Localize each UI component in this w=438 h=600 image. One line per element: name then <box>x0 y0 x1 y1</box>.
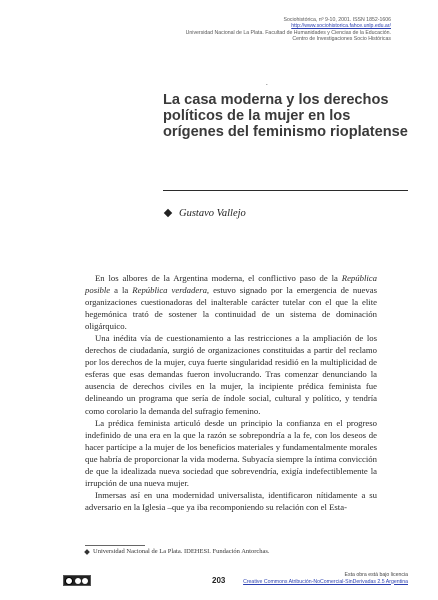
paragraph-2: Una inédita vía de cuestionamiento a las restricciones a la ampliación de los derechos de ciudadanía, surgió de organizaciones constituidas a partir del reclamo por los derechos de la mujer, cuya fuerte singularidad residió en la multiplicidad de esferas que esas demandas fueron involucrando. Tras comenzar denunciando la ausencia de derechos civiles en la mujer, la incipiente prédica feminista fue delineando un programa que sería de índole social, cultural y político, y tendría como corolario la demanda del sufragio femenino. <box>85 333 377 416</box>
paragraph-3: La prédica feminista articuló desde un principio la confianza en el progreso indefinido de una era en la que la razón se sobrepondría a la fe, con los deseos de hacer partícipe a la mujer de los beneficios materiales y fundamentalmente morales que habría de proporcionar la vida moderna. Subyacía siempre la íntima convicción de que la idealizada nueva sociedad que sobrevendría, exigía indefectiblemente la irrupción de una nueva mujer. <box>85 417 377 488</box>
paragraph-1: En los albores de la Argentina moderna, el conflictivo paso de la República posible a la República verdadera, estuvo signado por la emergencia de nuevas organizaciones cuestionadoras del inalterable carácter tutelar con el que la elite hegemónica trató de sostener la continuidad de un sistema de dominación oligárquico. <box>85 273 377 332</box>
article-body <box>85 272 377 513</box>
author-name: Gustavo Vallejo <box>179 208 246 219</box>
journal-url-link[interactable]: http://www.sociohistorica.fahce.unlp.edu.ar/ <box>291 23 391 30</box>
research-center-line: Centro de Investigaciones Socio Históricas <box>292 35 391 42</box>
page-number: 203 <box>212 576 226 585</box>
diamond-bullet-icon <box>164 209 172 217</box>
author-affiliation-footnote: Universidad Nacional de La Plata. IDEHESI. Fundación Antorchas. <box>85 548 270 555</box>
title-divider <box>163 190 408 191</box>
footnote-marker-icon <box>84 549 90 555</box>
author-line <box>163 208 246 219</box>
article-title: La casa moderna y los derechos políticos de la mujer en los orígenes del feminismo rioplatense <box>163 92 408 141</box>
paragraph-4: Inmersas así en una modernidad universalista, identificaron nítidamente a su adversario en la Iglesia –que ya iba recomponiendo su relación con el Esta- <box>85 489 377 512</box>
decorative-dot: . <box>266 79 268 87</box>
university-line: Universidad Nacional de La Plata. Facultad de Humanidades y Ciencias de la Educación. <box>185 29 391 36</box>
license-text: Esta obra está bajo licencia <box>344 572 408 578</box>
footnote-divider <box>85 545 145 546</box>
creative-commons-badge-icon[interactable] <box>63 575 91 586</box>
journal-header <box>91 17 391 42</box>
license-notice <box>243 572 408 585</box>
license-link[interactable]: Creative Commons Atribución-NoComercial-SinDerivadas 2.5 Argentina <box>243 578 408 585</box>
journal-citation: Sociohistórica, nº 9-10, 2001. ISSN 1852-1606 <box>283 17 391 23</box>
